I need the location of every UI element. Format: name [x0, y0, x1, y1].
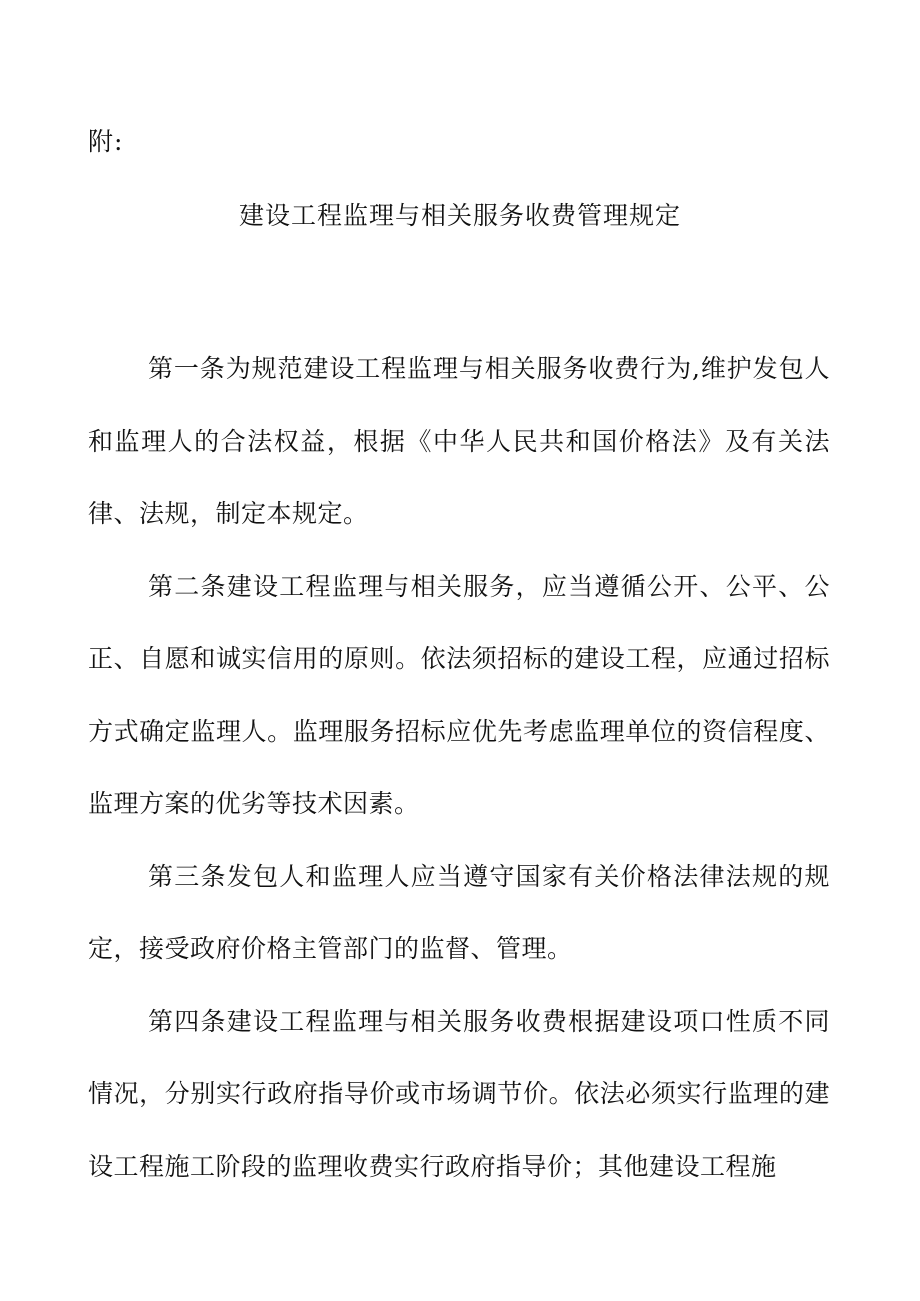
document-title: 建设工程监理与相关服务收费管理规定	[238, 201, 681, 230]
article-1-paragraph: 第一条为规范建设工程监理与相关服务收费行为,维护发包人和监理人的合法权益，根据《中华人民共和国价格法》及有关法律、法规，制定本规定。	[88, 354, 830, 528]
attachment-label: 附:	[88, 127, 124, 156]
article-2-paragraph: 第二条建设工程监理与相关服务，应当遵循公开、公平、公正、自愿和诚实信用的原则。依法须招标的建设工程，应通过招标方式确定监理人。监理服务招标应优先考虑监理单位的资信程度、监理方案的优劣等技术因素。	[88, 571, 830, 818]
article-4-paragraph: 第四条建设工程监理与相关服务收费根据建设项口性质不同情况，分别实行政府指导价或市场调节价。依法必须实行监理的建设工程施工阶段的监理收费实行政府指导价；其他建设工程施	[88, 1006, 830, 1181]
article-3-paragraph: 第三条发包人和监理人应当遵守国家有关价格法律法规的规定，接受政府价格主管部门的监督、管理。	[88, 861, 830, 963]
document-body	[88, 333, 830, 1203]
